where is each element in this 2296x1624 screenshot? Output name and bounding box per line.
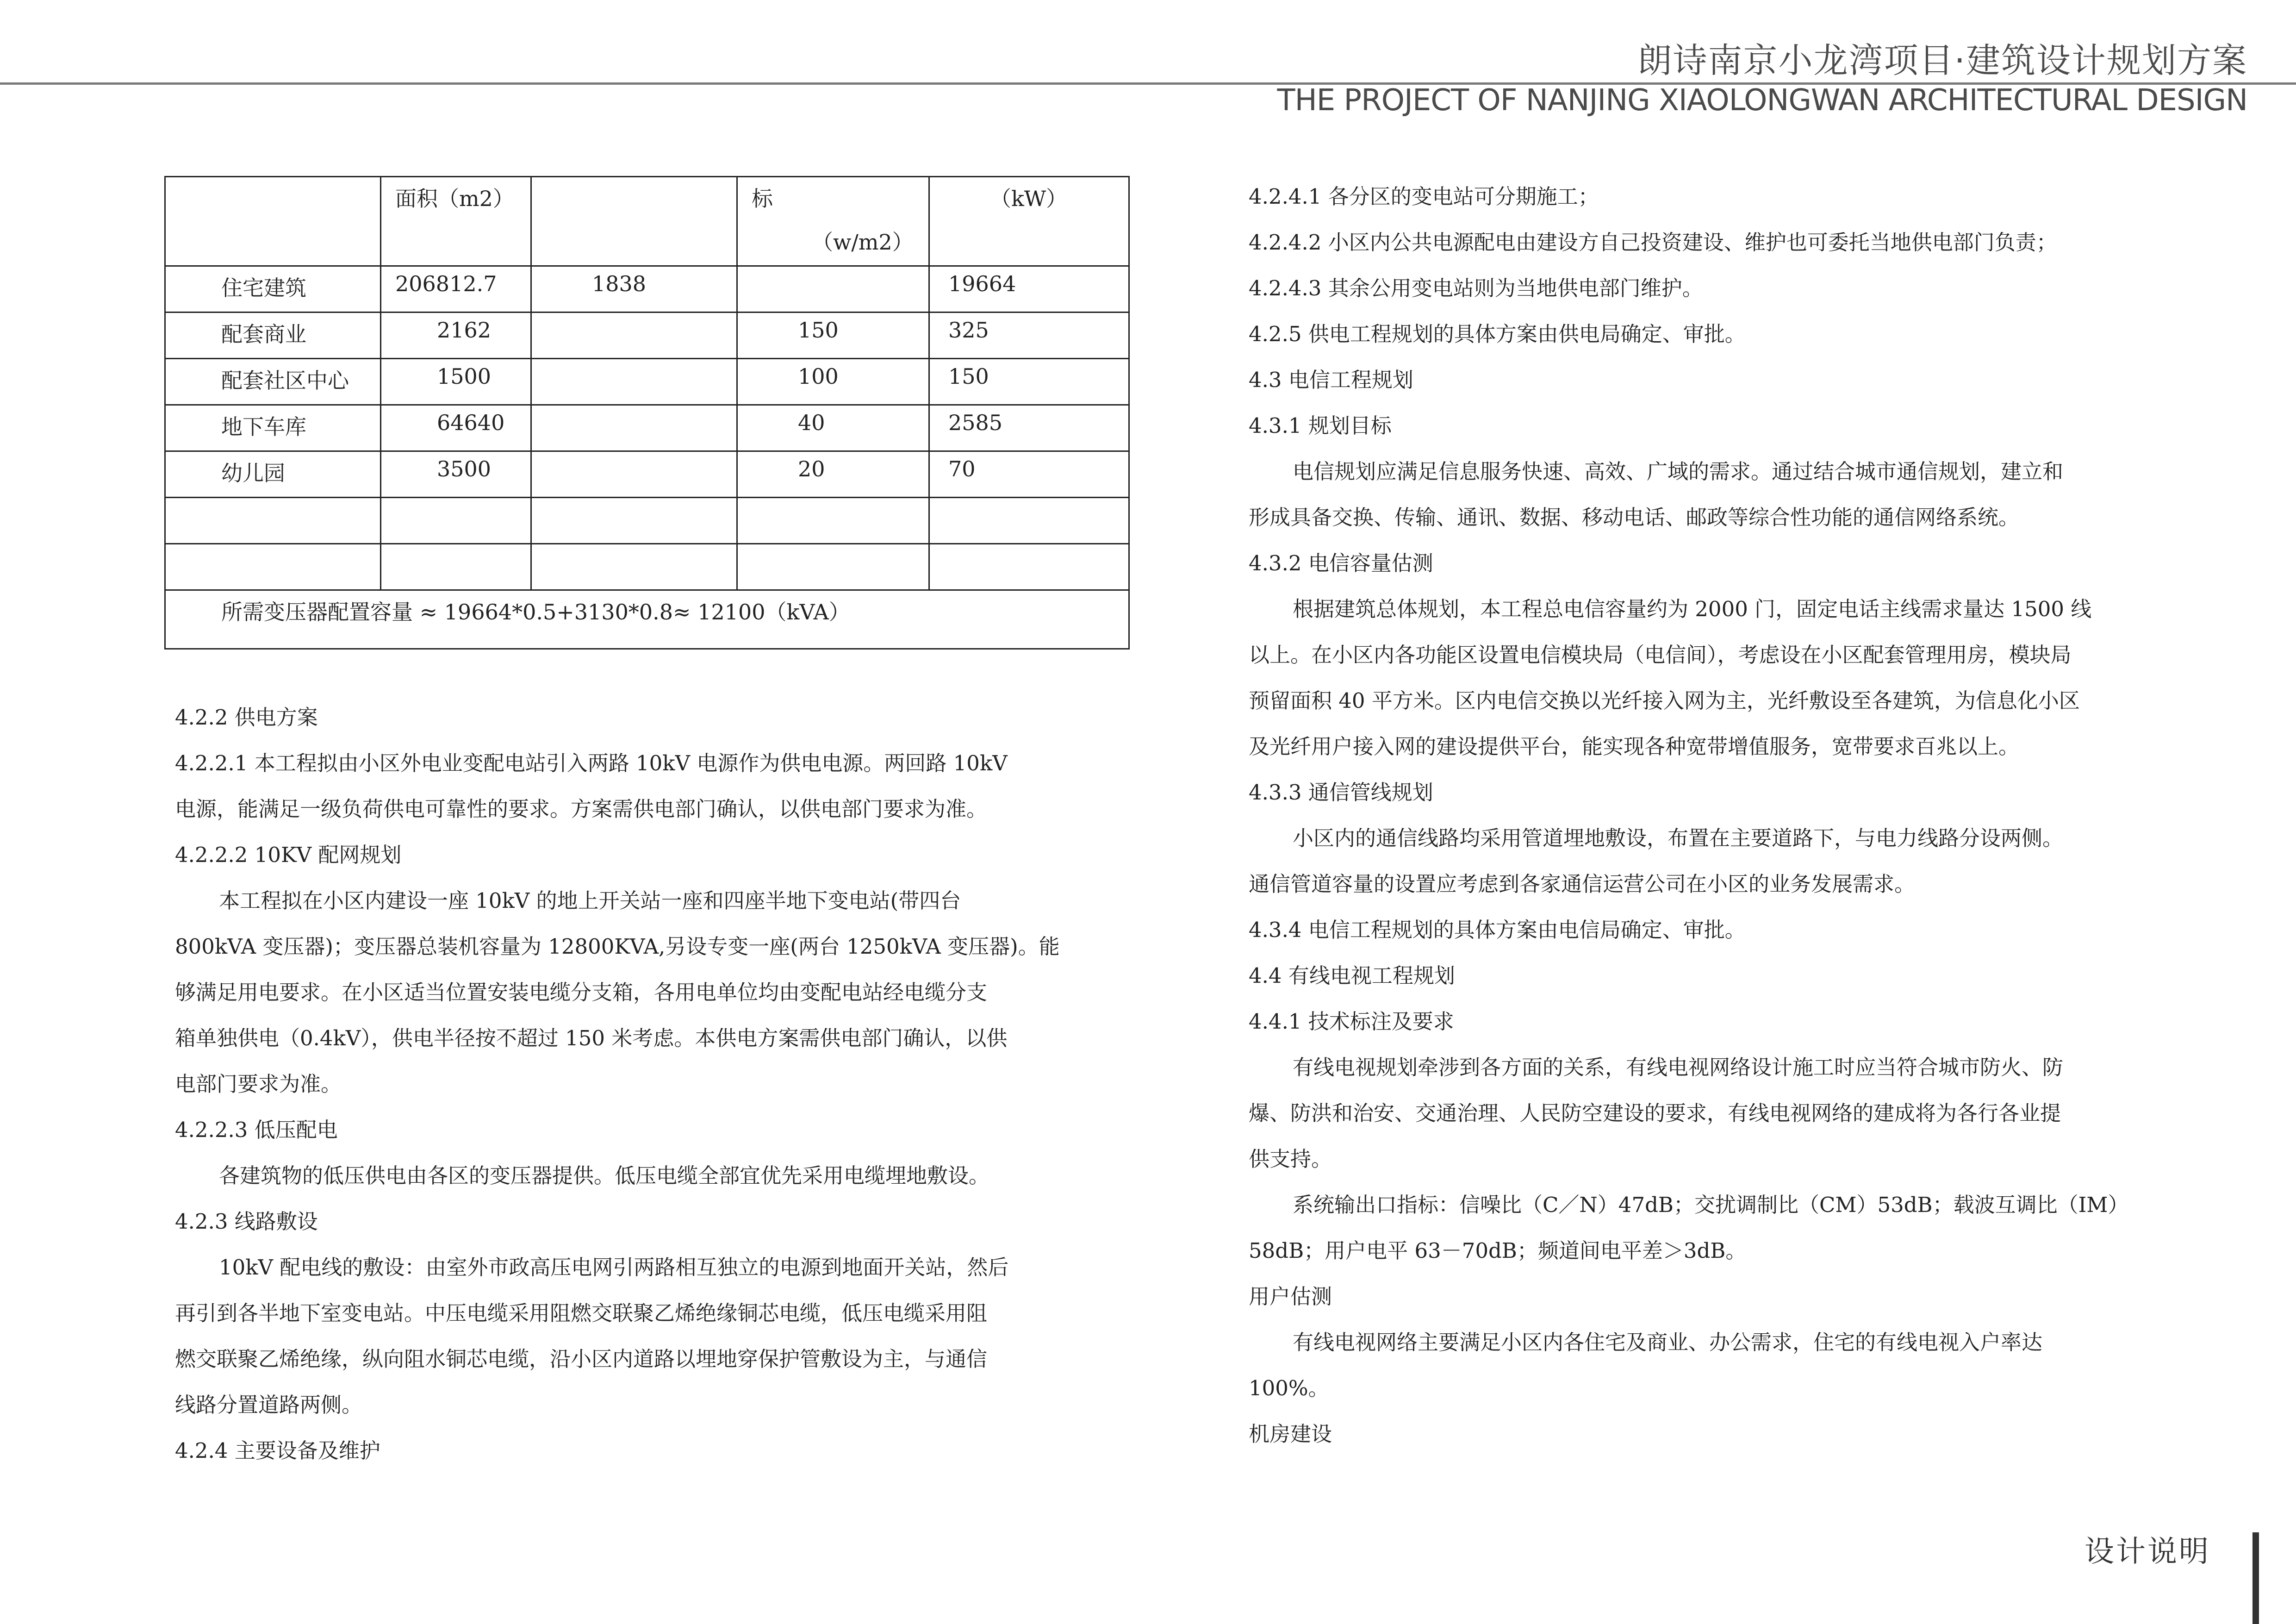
table-cell	[531, 405, 737, 451]
table-cell: 2162	[381, 312, 531, 359]
table-cell: 64640	[381, 405, 531, 451]
table-row	[165, 359, 1129, 405]
table-cell: 配套商业	[165, 312, 381, 359]
table-cell: 325	[929, 312, 1129, 359]
table-row-empty	[165, 544, 1129, 590]
text-line: 4.2.2.1 本工程拟由小区外电业变配电站引入两路 10kV 电源作为供电电源。两回路 10kV	[175, 751, 1008, 775]
text-line: 线路分置道路两侧。	[175, 1393, 363, 1417]
table-cell: 150	[737, 312, 929, 359]
text-line: 预留面积 40 平方米。区内电信交换以光纤接入网为主，光纤敷设至各建筑，为信息化小区	[1249, 688, 2080, 713]
text-line: 再引到各半地下室变电站。中压电缆采用阻燃交联聚乙烯绝缘铜芯电缆，低压电缆采用阻	[175, 1301, 988, 1325]
text-line: 电源，能满足一级负荷供电可靠性的要求。方案需供电部门确认，以供电部门要求为准。	[175, 797, 988, 821]
table-cell	[531, 498, 737, 544]
table-cell	[531, 359, 737, 405]
text-line: 爆、防洪和治安、交通治理、人民防空建设的要求，有线电视网络的建成将为各行各业提	[1249, 1101, 2061, 1125]
text-line: 4.2.2 供电方案	[175, 705, 318, 730]
table-cell: 配套社区中心	[165, 359, 381, 405]
table-cell: 206812.7	[381, 266, 531, 312]
table-cell: 住宅建筑	[165, 266, 381, 312]
text-line: 形成具备交换、传输、通讯、数据、移动电话、邮政等综合性功能的通信网络系统。	[1249, 505, 2020, 530]
table-cell: 2585	[929, 405, 1129, 451]
text-line: 各建筑物的低压供电由各区的变压器提供。低压电缆全部宜优先采用电缆埋地敷设。	[219, 1163, 990, 1188]
table-cell: 地下车库	[165, 405, 381, 451]
text-line: 电部门要求为准。	[175, 1072, 342, 1096]
text-line: 4.2.2.3 低压配电	[175, 1118, 338, 1142]
text-line: 以上。在小区内各功能区设置电信模块局（电信间），考虑设在小区配套管理用房，模块局	[1249, 643, 2072, 667]
text-line: 4.3.3 通信管线规划	[1249, 780, 1433, 805]
right-text-column	[1249, 174, 2128, 1457]
text-line: 4.3.1 规划目标	[1249, 413, 1392, 438]
table-header-cell	[165, 177, 381, 266]
table-cell: 70	[929, 451, 1129, 498]
text-line: 小区内的通信线路均采用管道埋地敷设，布置在主要道路下，与电力线路分设两侧。	[1293, 826, 2064, 850]
table-cell: 19664	[929, 266, 1129, 312]
section-title: 设计说明	[2084, 1535, 2210, 1569]
text-line: 有线电视规划牵涉到各方面的关系，有线电视网络设计施工时应当符合城市防火、防	[1293, 1055, 2064, 1080]
text-line: 本工程拟在小区内建设一座 10kV 的地上开关站一座和四座半地下变电站(带四台	[219, 888, 961, 913]
table-row	[165, 405, 1129, 451]
table-cell: 100	[737, 359, 929, 405]
text-line: 4.2.4 主要设备及维护	[175, 1438, 380, 1463]
table-row	[165, 451, 1129, 498]
footer-accent-bar	[2252, 1532, 2259, 1624]
text-line: 箱单独供电（0.4kV），供电半径按不超过 150 米考虑。本供电方案需供电部门确认，以供	[175, 1026, 1008, 1050]
text-line: 电信规划应满足信息服务快速、高效、广域的需求。通过结合城市通信规划，建立和	[1293, 459, 2064, 484]
table-row	[165, 312, 1129, 359]
text-line: 用户估测	[1249, 1284, 1332, 1309]
table-cell: 40	[737, 405, 929, 451]
table-cell: 幼儿园	[165, 451, 381, 498]
table-cell	[737, 544, 929, 590]
text-line: 通信管道容量的设置应考虑到各家通信运营公司在小区的业务发展需求。	[1249, 872, 1916, 896]
text-line: 4.3.2 电信容量估测	[1249, 551, 1433, 575]
table-header-cell	[531, 177, 737, 266]
text-line: 够满足用电要求。在小区适当位置安装电缆分支箱，各用电单位均由变配电站经电缆分支	[175, 980, 988, 1005]
text-line: 4.3 电信工程规划	[1249, 368, 1413, 392]
table-cell	[531, 451, 737, 498]
text-line: 4.4.1 技术标注及要求	[1249, 1009, 1454, 1034]
table-row	[165, 266, 1129, 312]
text-line: 4.3.4 电信工程规划的具体方案由电信局确定、审批。	[1249, 918, 1746, 942]
table-header-cell: 面积（m2）	[381, 177, 531, 266]
text-line: 4.2.5 供电工程规划的具体方案由供电局确定、审批。	[1249, 322, 1746, 346]
text-line: 燃交联聚乙烯绝缘，纵向阻水铜芯电缆，沿小区内道路以埋地穿保护管敷设为主，与通信	[175, 1347, 988, 1371]
table-cell: 20	[737, 451, 929, 498]
text-line: 有线电视网络主要满足小区内各住宅及商业、办公需求，住宅的有线电视入户率达	[1293, 1330, 2043, 1355]
text-line: 4.2.4.1 各分区的变电站可分期施工；	[1249, 184, 1599, 209]
table-cell	[165, 544, 381, 590]
table-cell: 150	[929, 359, 1129, 405]
table-row-empty	[165, 498, 1129, 544]
table-header-unit: （w/m2）	[812, 230, 914, 255]
table-footer-row	[165, 590, 1129, 649]
table-cell	[531, 544, 737, 590]
table-cell	[165, 498, 381, 544]
text-line: 4.2.4.2 小区内公共电源配电由建设方自己投资建设、维护也可委托当地供电部门负责；	[1249, 230, 2057, 255]
text-line: 4.2.2.2 10KV 配网规划	[175, 843, 402, 867]
text-line: 机房建设	[1249, 1422, 1332, 1446]
table-cell	[737, 498, 929, 544]
text-line: 10kV 配电线的敷设：由室外市政高压电网引两路相互独立的电源到地面开关站，然后	[219, 1255, 1009, 1280]
text-line: 根据建筑总体规划，本工程总电信容量约为 2000 门，固定电话主线需求量达 1500 线	[1293, 597, 2092, 621]
table-cell: 1500	[381, 359, 531, 405]
table-cell	[381, 544, 531, 590]
table-cell: 3500	[381, 451, 531, 498]
text-line: 4.4 有线电视工程规划	[1249, 963, 1455, 988]
text-line: 及光纤用户接入网的建设提供平台，能实现各种宽带增值服务，宽带要求百兆以上。	[1249, 734, 2020, 759]
table-header-row	[165, 177, 1129, 266]
text-line: 4.2.3 线路敷设	[175, 1209, 318, 1234]
header-title: 朗诗南京小龙湾项目·建筑设计规划方案	[1637, 41, 2247, 81]
table-cell: 1838	[531, 266, 737, 312]
transformer-capacity-note: 所需变压器配置容量 ≈ 19664*0.5+3130*0.8≈ 12100（kVA）	[165, 590, 1129, 649]
table-header-label: 标	[752, 186, 773, 211]
text-line: 供支持。	[1249, 1147, 1332, 1171]
table-cell	[929, 498, 1129, 544]
power-load-table	[164, 176, 1130, 650]
text-line: 4.2.4.3 其余公用变电站则为当地供电部门维护。	[1249, 276, 1703, 300]
table-cell	[929, 544, 1129, 590]
text-line: 系统输出口指标：信噪比（C／N）47dB；交扰调制比（CM）53dB；载波互调比（IM）	[1293, 1193, 2129, 1217]
text-line: 800kVA 变压器)；变压器总装机容量为 12800KVA,另设专变一座(两台 1250kVA 变压器)。能	[175, 934, 1060, 959]
left-text-column	[175, 694, 1060, 1474]
table-cell	[531, 312, 737, 359]
header-subtitle: THE PROJECT OF NANJING XIAOLONGWAN ARCHITECTURAL DESIGN	[1277, 83, 2247, 118]
text-line: 58dB；用户电平 63－70dB；频道间电平差＞3dB。	[1249, 1238, 1747, 1263]
text-line: 100%。	[1249, 1376, 1329, 1400]
table-header-cell	[737, 177, 929, 266]
table-cell	[737, 266, 929, 312]
table-header-cell: （kW）	[929, 177, 1129, 266]
table-cell	[381, 498, 531, 544]
